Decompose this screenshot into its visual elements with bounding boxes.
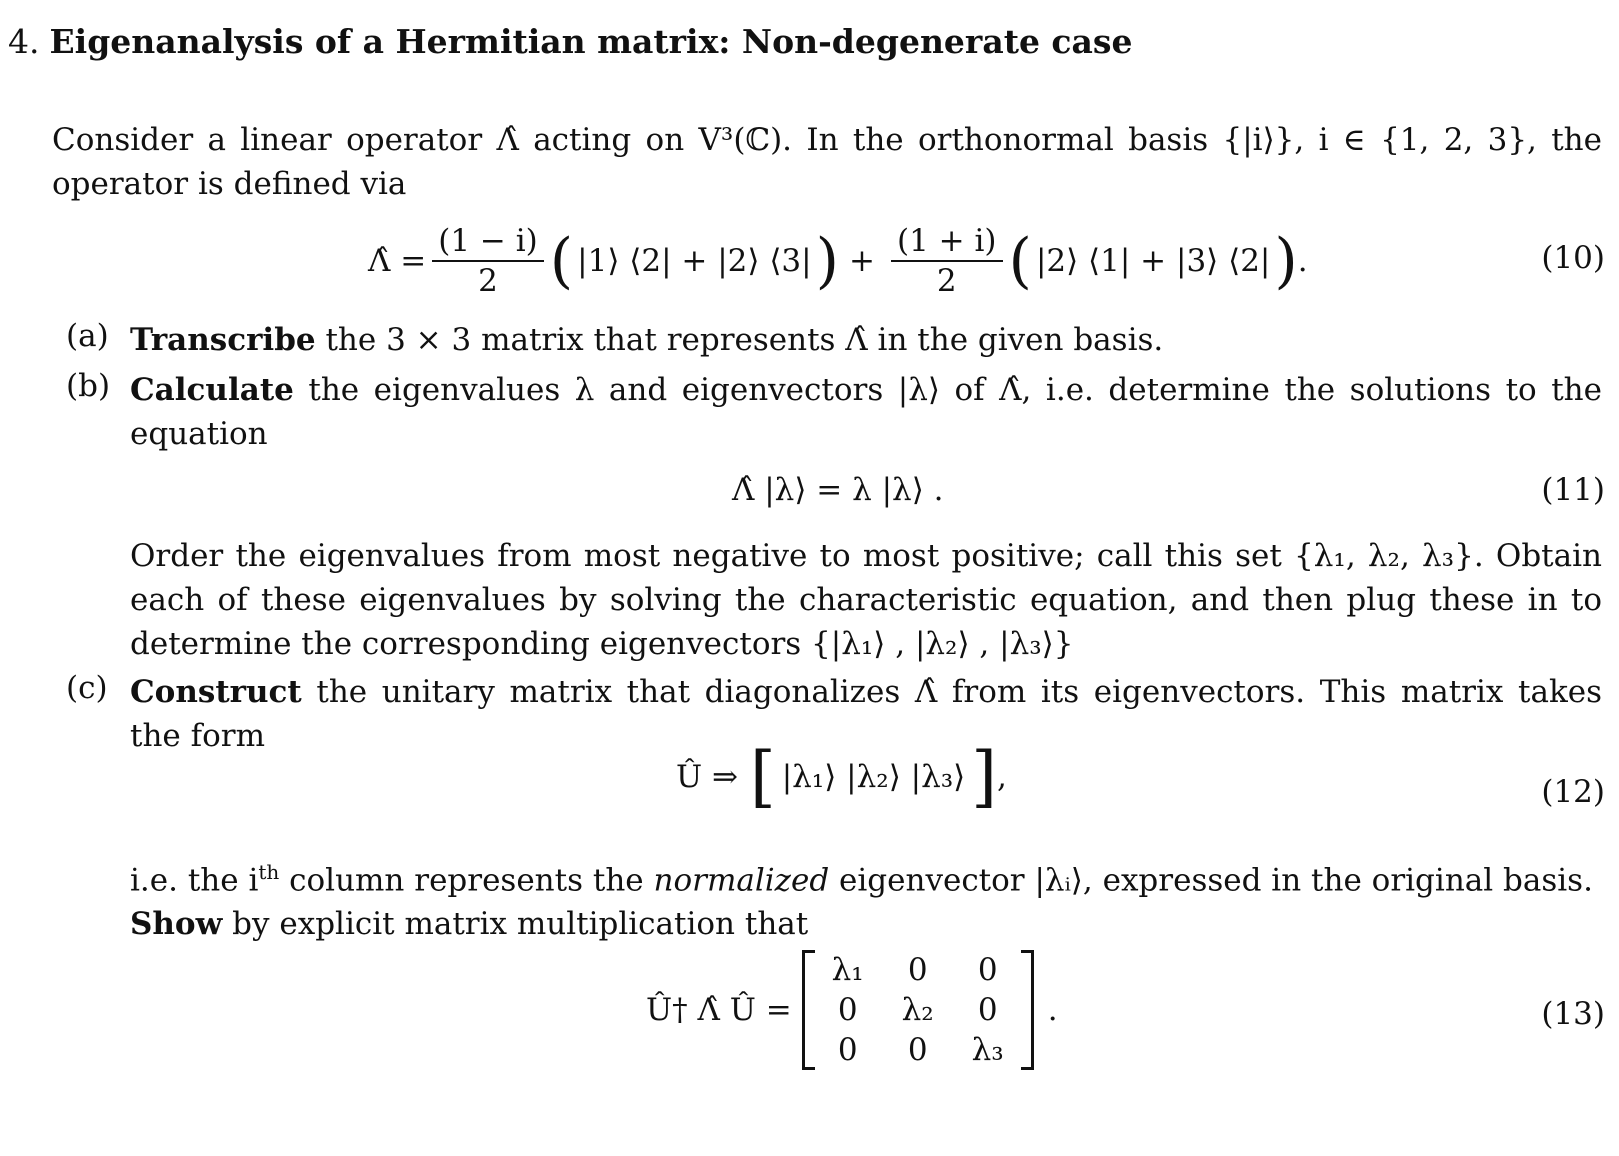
matrix-cell: λ₃ [971,1032,1004,1068]
part-c-italic: normalized [653,862,830,899]
eq12-number: (12) [1541,774,1605,810]
eq11-number: (11) [1541,472,1605,508]
eq12-content: |λ₁⟩ |λ₂⟩ |λ₃⟩ [781,759,966,795]
eq12-lhs: Û ⇒ [676,759,738,795]
matrix-cell: 0 [907,952,928,988]
part-c-line-1 [130,850,1602,902]
part-c-verb: Construct [130,674,302,710]
eq10-paren-close-1: ) [815,226,840,296]
equation-13 [646,950,1058,1070]
eq10-paren-close-2: ) [1274,226,1298,296]
eq10-frac1-denominator: 2 [478,263,498,299]
intro-line-2: operator is defined via [52,166,407,202]
eq10-paren-open-1: ( [549,226,574,296]
matrix-cell: 0 [977,952,998,988]
eq10-fraction-2 [891,222,1003,300]
part-a-body: the 3 × 3 matrix that represents Λ̂ in the given basis. [315,322,1164,358]
eq10-term-1: |1⟩ ⟨2| + |2⟩ ⟨3| [577,243,812,279]
eq12-end: , [997,759,1007,795]
eq13-number: (13) [1541,996,1605,1032]
eq10-frac1-numerator: (1 − i) [432,222,544,262]
eq10-number: (10) [1541,240,1605,276]
eq10-end: . [1297,243,1308,279]
part-b-body: the eigenvalues λ and eigenvectors |λ⟩ of Λ̂, i.e. determine the solutions to the equation [130,372,1602,452]
diagonal-matrix [802,950,1034,1070]
eq10-plus: + [849,243,875,279]
equation-12 [676,738,1007,815]
eq10-lhs: Λ̂ = [368,243,427,279]
intro-paragraph [52,118,1602,206]
part-a-label: (a) [66,318,109,354]
part-c-text [130,670,1602,758]
part-c-label: (c) [66,670,108,706]
section-number: 4. [8,22,40,61]
eq10-frac2-numerator: (1 + i) [891,222,1003,262]
equation-10 [368,222,1308,300]
eq11-expression: Λ̂ |λ⟩ = λ |λ⟩ . [732,472,944,508]
part-c-show-body: by explicit matrix multiplication that [222,906,809,943]
eq12-bracket-close: ] [971,738,998,815]
eq13-lhs: Û† Λ̂ Û = [646,992,792,1028]
section-title: Eigenanalysis of a Hermitian matrix: Non-degenerate case [49,22,1133,61]
matrix-cell: 0 [837,992,858,1028]
matrix-cell: 0 [977,992,998,1028]
eq13-end: . [1047,992,1058,1028]
part-c-line-2 [130,902,1602,946]
part-c-superscript: th [258,860,280,884]
part-b-label: (b) [66,368,111,404]
part-c-mid: column represents the [279,862,654,899]
part-c-show-verb: Show [130,906,223,943]
part-c-post: eigenvector |λᵢ⟩, expressed in the original basis. [829,862,1593,899]
intro-line-1: Consider a linear operator Λ̂ acting on V³(ℂ). In the orthonormal basis {|i⟩}, i ∈ {1, 2, 3}, the [52,122,1602,158]
part-c-continuation [130,850,1602,946]
part-b-continuation: Order the eigenvalues from most negative to most positive; call this set {λ₁, λ₂, λ₃}. Obtain each of these eigenvalues by solving the characteristic equation, and then plug these in to determine the corresponding eigenvectors {|λ₁⟩ , |λ₂⟩ , |λ₃⟩} [130,538,1602,662]
equation-11 [732,472,944,508]
matrix-cell: λ₂ [901,992,934,1028]
matrix-cell: λ₁ [831,952,864,988]
eq10-frac2-denominator: 2 [936,263,957,299]
section-heading [8,22,1132,61]
part-b-verb: Calculate [130,372,294,408]
matrix-cell: 0 [907,1032,928,1068]
part-a-text [130,318,1602,362]
eq10-paren-open-2: ( [1008,226,1032,296]
eq12-bracket-open: [ [749,738,776,815]
eq10-fraction-1 [432,222,544,300]
part-c-pre: i.e. the i [130,862,259,899]
eq10-term-2: |2⟩ ⟨1| + |3⟩ ⟨2| [1035,243,1271,279]
part-b-text [130,368,1602,456]
part-c-body: the unitary matrix that diagonalizes Λ̂ from its eigenvectors. This matrix takes the form [130,674,1602,754]
matrix-cell: 0 [837,1032,858,1068]
part-a-verb: Transcribe [130,322,316,358]
